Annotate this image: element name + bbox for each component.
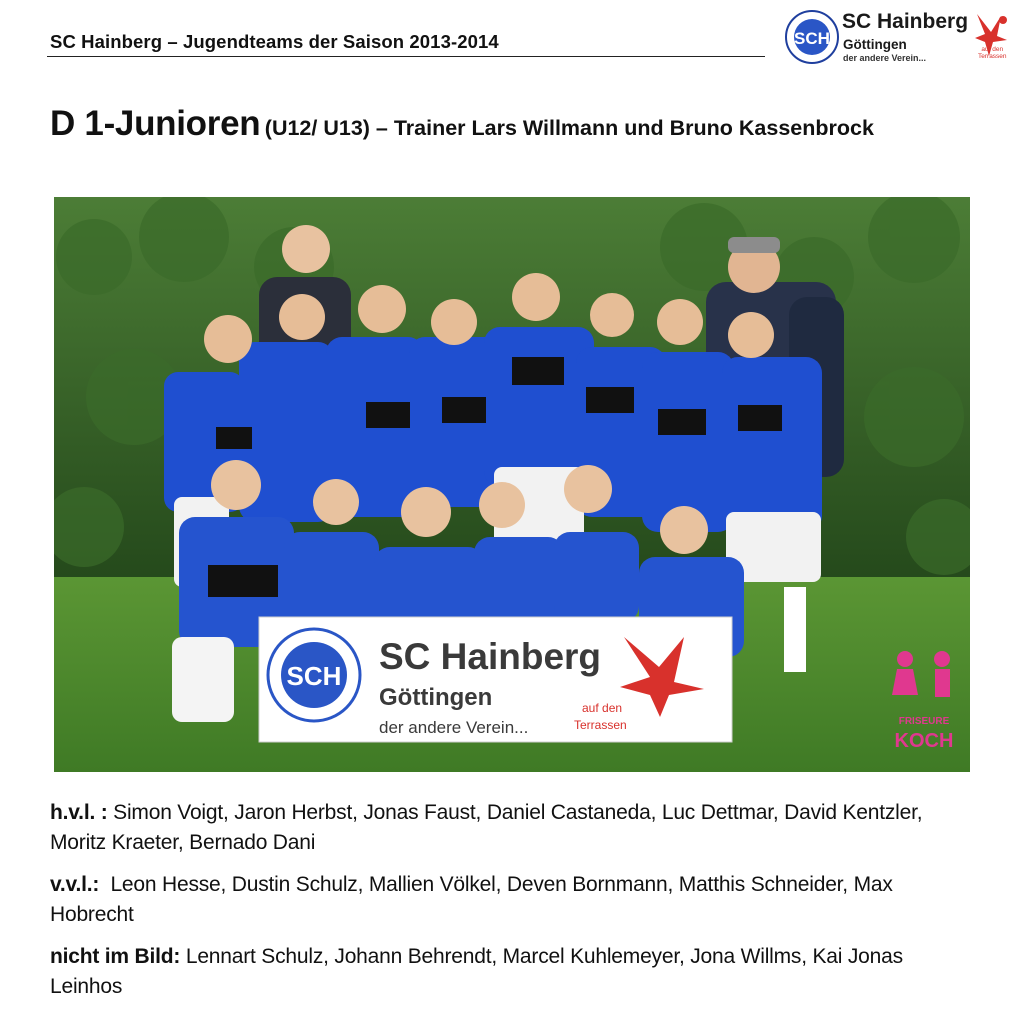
team-subtitle: (U12/ U13) – Trainer Lars Willmann und Bruno Kassenbrock xyxy=(264,116,874,140)
banner-city: Göttingen xyxy=(379,684,493,711)
players-back-row-names: Simon Voigt, Jaron Herbst, Jonas Faust, Daniel Castaneda, Luc Dettmar, David Kentzler, xyxy=(107,801,923,824)
players-not-pictured-label: nicht im Bild: xyxy=(50,945,181,968)
emblem-letters: SCH xyxy=(794,29,830,48)
logo-terrace-text xyxy=(978,46,1007,60)
club-logo xyxy=(785,8,1017,66)
document-header-title: SC Hainberg – Jugendteams der Saison 2013-2014 xyxy=(50,31,499,52)
front-sponsor-patch xyxy=(208,565,278,597)
logo-terrace-line2: Terrassen xyxy=(978,53,1007,60)
banner-club-name: SC Hainberg xyxy=(379,636,602,677)
banner-terrace-line1: auf den xyxy=(582,701,623,715)
sponsor-line1: FRISEURE xyxy=(898,716,950,727)
banner-terrace-line2: Terrassen xyxy=(574,718,627,732)
players-not-pictured-names: Lennart Schulz, Johann Behrendt, Marcel Kuhlemeyer, Jona Willms, Kai Jonas xyxy=(180,945,903,968)
team-heading xyxy=(50,104,874,144)
logo-city: Göttingen xyxy=(843,37,907,52)
club-emblem-icon xyxy=(785,8,841,66)
players-front-row-names-cont: Hobrecht xyxy=(50,903,134,926)
players-front-row xyxy=(50,870,1010,930)
players-not-pictured xyxy=(50,942,1010,1002)
team-photo xyxy=(54,197,970,772)
players-back-row xyxy=(50,798,1010,858)
front-shorts xyxy=(172,637,234,722)
sponsor-line2: KOCH xyxy=(894,730,954,752)
banner-emblem-letters: SCH xyxy=(286,661,342,691)
players-front-row-names: Leon Hesse, Dustin Schulz, Mallien Völkel, Deven Bornmann, Matthis Schneider, Max xyxy=(99,873,893,896)
players-front-row-label: v.v.l.: xyxy=(50,873,100,896)
team-photo-illustration xyxy=(54,197,970,772)
team-name: D 1-Junioren xyxy=(50,104,261,143)
banner-tagline: der andere Verein... xyxy=(379,718,529,737)
players-not-pictured-names-cont: Leinhos xyxy=(50,975,123,998)
logo-tagline: der andere Verein... xyxy=(843,53,927,63)
players-back-row-label: h.v.l. : xyxy=(50,801,108,824)
logo-terrace-line1: auf den xyxy=(981,46,1004,53)
players-back-row-names-cont: Moritz Kraeter, Bernado Dani xyxy=(50,831,316,854)
header-divider xyxy=(47,56,765,57)
club-banner xyxy=(259,617,732,742)
logo-club-name: SC Hainberg xyxy=(842,10,969,33)
